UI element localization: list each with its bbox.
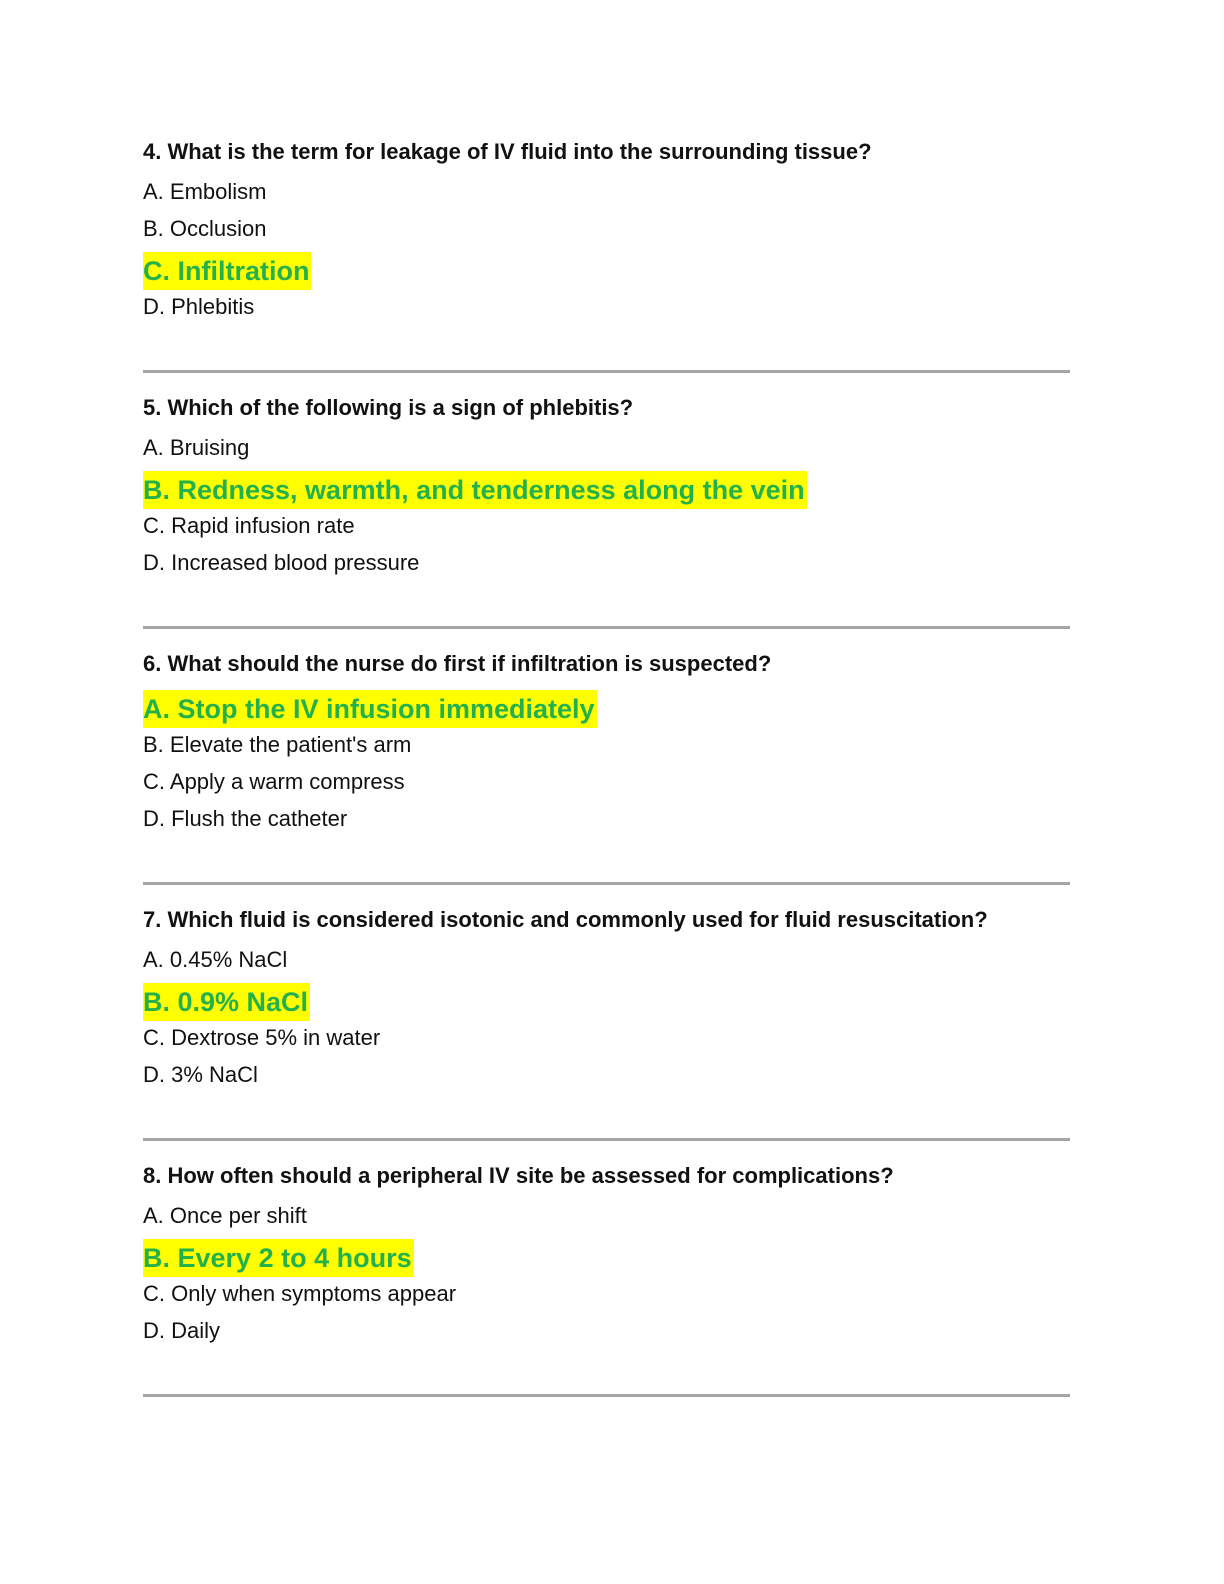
question-text: 7. Which fluid is considered isotonic and commonly used for fluid resuscitation? (143, 907, 988, 932)
question-block (143, 138, 1070, 394)
correct-answer-option-b (143, 1239, 1070, 1280)
correct-answer-highlight: C. Infiltration (143, 252, 311, 290)
answer-option-c: C. Apply a warm compress (143, 769, 405, 794)
question-block (143, 650, 1070, 906)
correct-answer-highlight: A. Stop the IV infusion immediately (143, 690, 597, 728)
correct-answer-option-c (143, 252, 1070, 293)
answer-option-d: D. Flush the catheter (143, 806, 348, 831)
question-text: 6. What should the nurse do first if infiltration is suspected? (143, 651, 772, 676)
answer-option-a: A. Bruising (143, 435, 250, 460)
question-block (143, 394, 1070, 650)
quiz-page (143, 138, 1070, 1418)
answer-option-d: D. Phlebitis (143, 294, 255, 319)
question-block (143, 1162, 1070, 1418)
answer-option-a: A. 0.45% NaCl (143, 947, 288, 972)
answer-option-c: C. Rapid infusion rate (143, 513, 355, 538)
correct-answer-option-a (143, 690, 1070, 731)
answer-option-c: C. Dextrose 5% in water (143, 1025, 381, 1050)
question-block (143, 906, 1070, 1162)
answer-option-a: A. Embolism (143, 179, 267, 204)
correct-answer-option-b (143, 983, 1070, 1024)
answer-option-b: B. Occlusion (143, 216, 267, 241)
section-divider (143, 626, 1070, 629)
answer-option-b: B. Elevate the patient's arm (143, 732, 412, 757)
section-divider (143, 1394, 1070, 1397)
question-text: 8. How often should a peripheral IV site be assessed for complications? (143, 1163, 894, 1188)
correct-answer-highlight: B. Redness, warmth, and tenderness along the vein (143, 471, 807, 509)
section-divider (143, 370, 1070, 373)
answer-option-d: D. Increased blood pressure (143, 550, 420, 575)
section-divider (143, 882, 1070, 885)
answer-option-d: D. Daily (143, 1318, 221, 1343)
correct-answer-option-b (143, 471, 1070, 512)
correct-answer-highlight: B. Every 2 to 4 hours (143, 1239, 414, 1277)
question-text: 4. What is the term for leakage of IV fluid into the surrounding tissue? (143, 139, 872, 164)
correct-answer-highlight: B. 0.9% NaCl (143, 983, 310, 1021)
section-divider (143, 1138, 1070, 1141)
answer-option-c: C. Only when symptoms appear (143, 1281, 457, 1306)
answer-option-d: D. 3% NaCl (143, 1062, 258, 1087)
question-text: 5. Which of the following is a sign of phlebitis? (143, 395, 634, 420)
answer-option-a: A. Once per shift (143, 1203, 307, 1228)
